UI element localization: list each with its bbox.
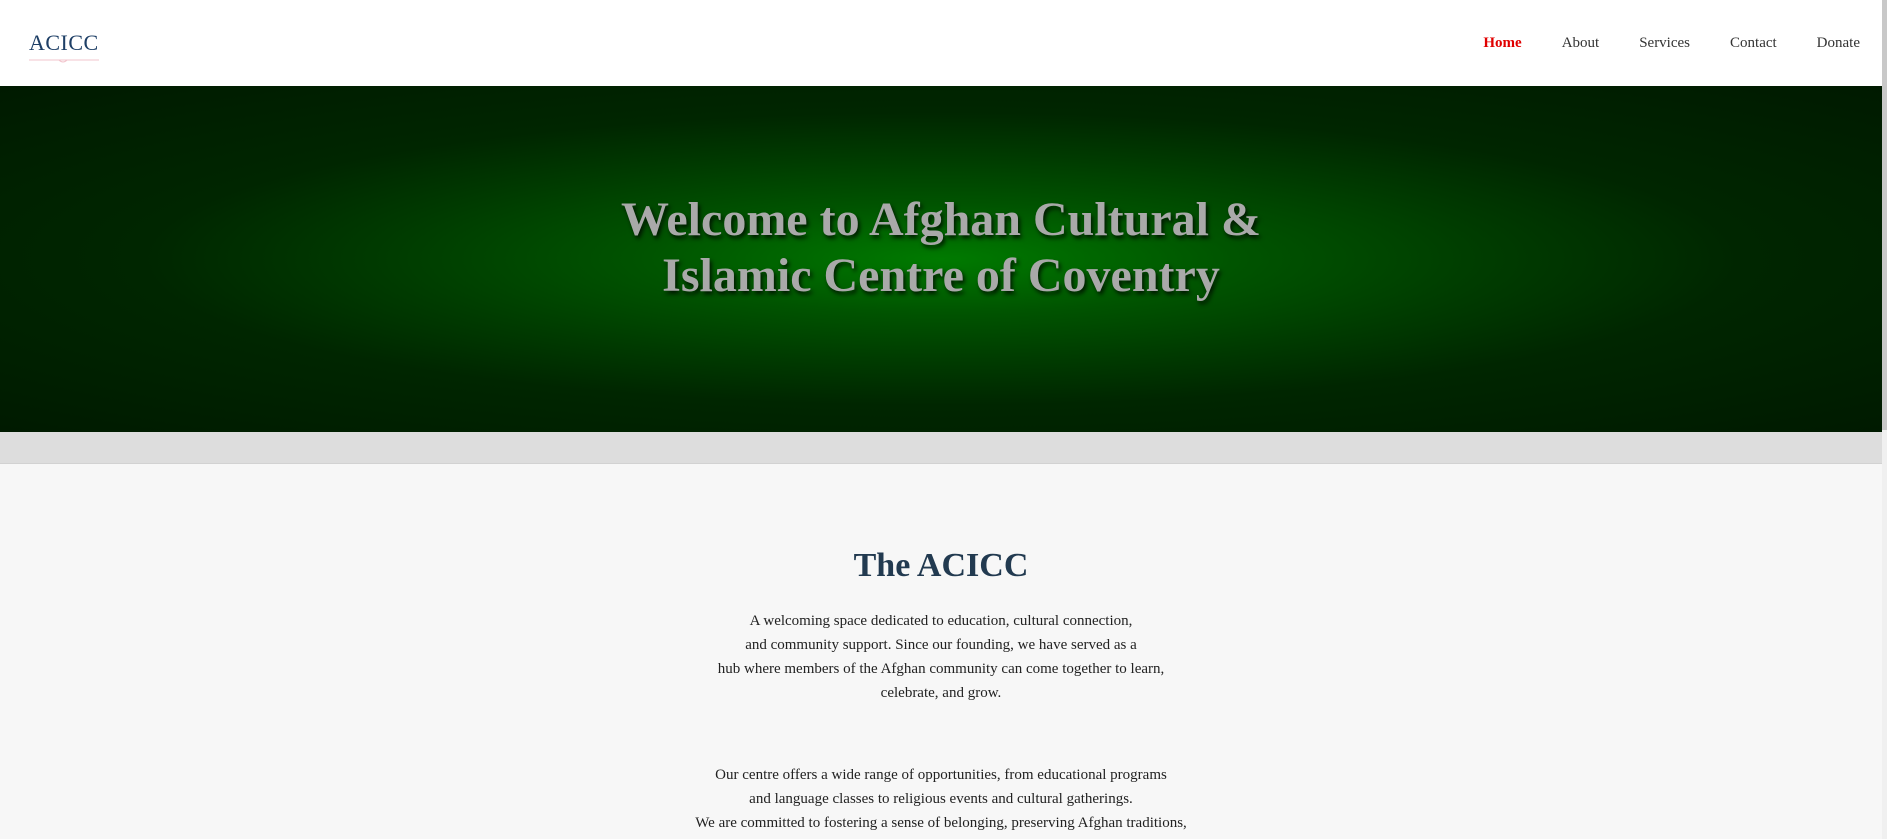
intro-line: hub where members of the Afghan community can come together to learn, <box>717 661 1165 677</box>
nav-about-link[interactable]: About <box>1561 34 1600 51</box>
logo-text: ACICC <box>29 30 99 55</box>
scrollbar[interactable] <box>1882 0 1887 839</box>
offerings-line: and language classes to religious events and cultural gatherings. <box>749 791 1133 807</box>
intro-line: A welcoming space dedicated to education, cultural connection, <box>749 613 1133 629</box>
about-heading: The ACICC <box>853 547 1029 584</box>
offerings-line: Our centre offers a wide range of opportunities, from educational programs <box>715 767 1167 783</box>
nav-home-link[interactable]: Home <box>1483 34 1522 51</box>
nav-donate-link[interactable]: Donate <box>1816 34 1860 51</box>
nav-services-link[interactable]: Services <box>1639 34 1691 51</box>
intro-line: and community support. Since our founding, we have served as a <box>745 637 1137 653</box>
offerings-line: We are committed to fostering a sense of belonging, preserving Afghan traditions, <box>695 815 1187 831</box>
scrollbar-thumb[interactable] <box>1882 0 1887 430</box>
nav-contact-link[interactable]: Contact <box>1730 34 1777 51</box>
hero-title-line-2: Islamic Centre of Coventry <box>662 249 1220 302</box>
logo-flourish-icon <box>29 58 99 64</box>
logo[interactable] <box>29 30 99 56</box>
hero-title <box>621 192 1261 304</box>
hero-banner <box>0 86 1882 432</box>
about-section <box>0 464 1882 835</box>
about-offerings-paragraph <box>0 763 1882 835</box>
about-intro-paragraph <box>0 609 1882 705</box>
section-divider <box>0 432 1882 464</box>
hero-title-line-1: Welcome to Afghan Cultural & <box>621 193 1261 246</box>
main-nav <box>1483 35 1860 52</box>
intro-line: celebrate, and grow. <box>880 685 1002 701</box>
site-header <box>0 0 1882 86</box>
